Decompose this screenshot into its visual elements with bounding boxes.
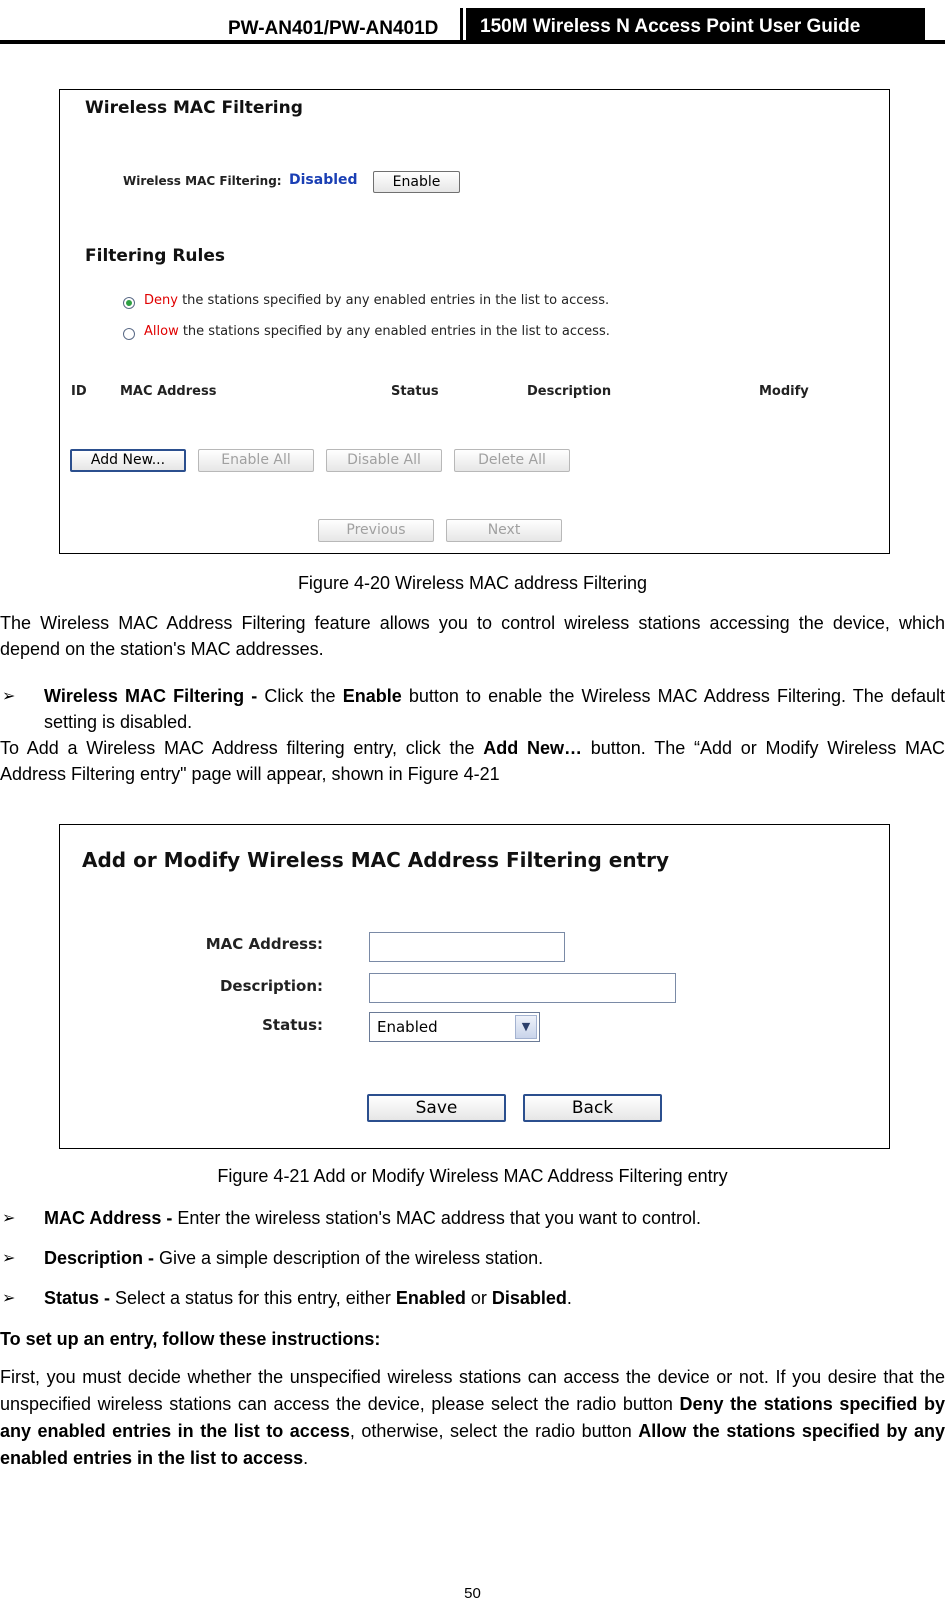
status-select-value: Enabled: [377, 1018, 438, 1036]
status-select[interactable]: [369, 1012, 540, 1042]
column-modify: Modify: [759, 384, 809, 399]
status-label: Status:: [262, 1016, 323, 1034]
previous-button[interactable]: Previous: [318, 519, 434, 542]
mac-address-input[interactable]: [369, 932, 565, 962]
header-guide-title: 150M Wireless N Access Point User Guide: [466, 8, 925, 42]
description-input[interactable]: [369, 973, 676, 1003]
mac-filtering-label: Wireless MAC Filtering:: [123, 174, 282, 188]
next-button[interactable]: Next: [446, 519, 562, 542]
intro-paragraph: The Wireless MAC Address Filtering feature allows you to control wireless stations accessing the device, which depend on the station's MAC addresses.: [0, 613, 945, 659]
header-divider: [460, 8, 463, 42]
figure2-title: Add or Modify Wireless MAC Address Filtering entry: [82, 848, 670, 872]
chevron-down-icon[interactable]: ▼: [515, 1015, 537, 1039]
filtering-rules-title: Filtering Rules: [85, 246, 225, 266]
save-button[interactable]: Save: [367, 1094, 506, 1122]
column-status: Status: [391, 384, 439, 399]
page-number: 50: [464, 1585, 481, 1602]
figure-add-modify-entry: [59, 824, 890, 1149]
add-new-button[interactable]: Add New...: [70, 449, 186, 472]
deny-radio[interactable]: [123, 297, 135, 309]
bullet-arrow-icon: ➢: [2, 1208, 16, 1227]
description-label: Description:: [219, 977, 323, 995]
deny-label: Deny the stations specified by any enabled entries in the list to access.: [144, 293, 610, 308]
back-button[interactable]: Back: [523, 1094, 662, 1122]
delete-all-button[interactable]: Delete All: [454, 449, 570, 472]
enable-all-button[interactable]: Enable All: [198, 449, 314, 472]
column-mac-address: MAC Address: [120, 384, 217, 399]
mac-address-label: MAC Address:: [205, 935, 323, 953]
bullet-arrow-icon: ➢: [2, 1288, 16, 1307]
enable-button[interactable]: Enable: [373, 171, 460, 193]
disable-all-button[interactable]: Disable All: [326, 449, 442, 472]
add-entry-paragraph: To Add a Wireless MAC Address filtering entry, click the Add New… button. The “Add or Modify Wireless MAC Address Filtering entry" page will appear, shown in Figure 4-21: [0, 738, 945, 784]
mac-filtering-status: Disabled: [289, 172, 358, 188]
column-description: Description: [527, 384, 612, 399]
figure2-caption: Figure 4-21 Add or Modify Wireless MAC Address Filtering entry: [217, 1166, 728, 1186]
figure1-title: Wireless MAC Filtering: [85, 98, 303, 118]
header-model: PW-AN401/PW-AN401D: [228, 18, 439, 39]
column-id: ID: [71, 384, 87, 399]
bullet-arrow-icon: ➢: [2, 686, 16, 705]
header-rule: [0, 40, 945, 44]
allow-radio[interactable]: [123, 328, 135, 340]
setup-paragraph: First, you must decide whether the unspecified wireless stations can access the device or not. If you desire that the unspecified wireless stations can access the device, please select the radio button Deny the stations specified by any enabled entries in the list to access, otherwise, select the radio button Allow the stations specified by any enabled entries in the list to access.: [0, 1367, 945, 1468]
allow-label: Allow the stations specified by any enabled entries in the list to access.: [144, 324, 610, 339]
figure-mac-filtering: [59, 89, 890, 554]
setup-heading: To set up an entry, follow these instructions:: [0, 1329, 381, 1349]
bullet-arrow-icon: ➢: [2, 1248, 16, 1267]
figure1-caption: Figure 4-20 Wireless MAC address Filtering: [297, 573, 648, 593]
